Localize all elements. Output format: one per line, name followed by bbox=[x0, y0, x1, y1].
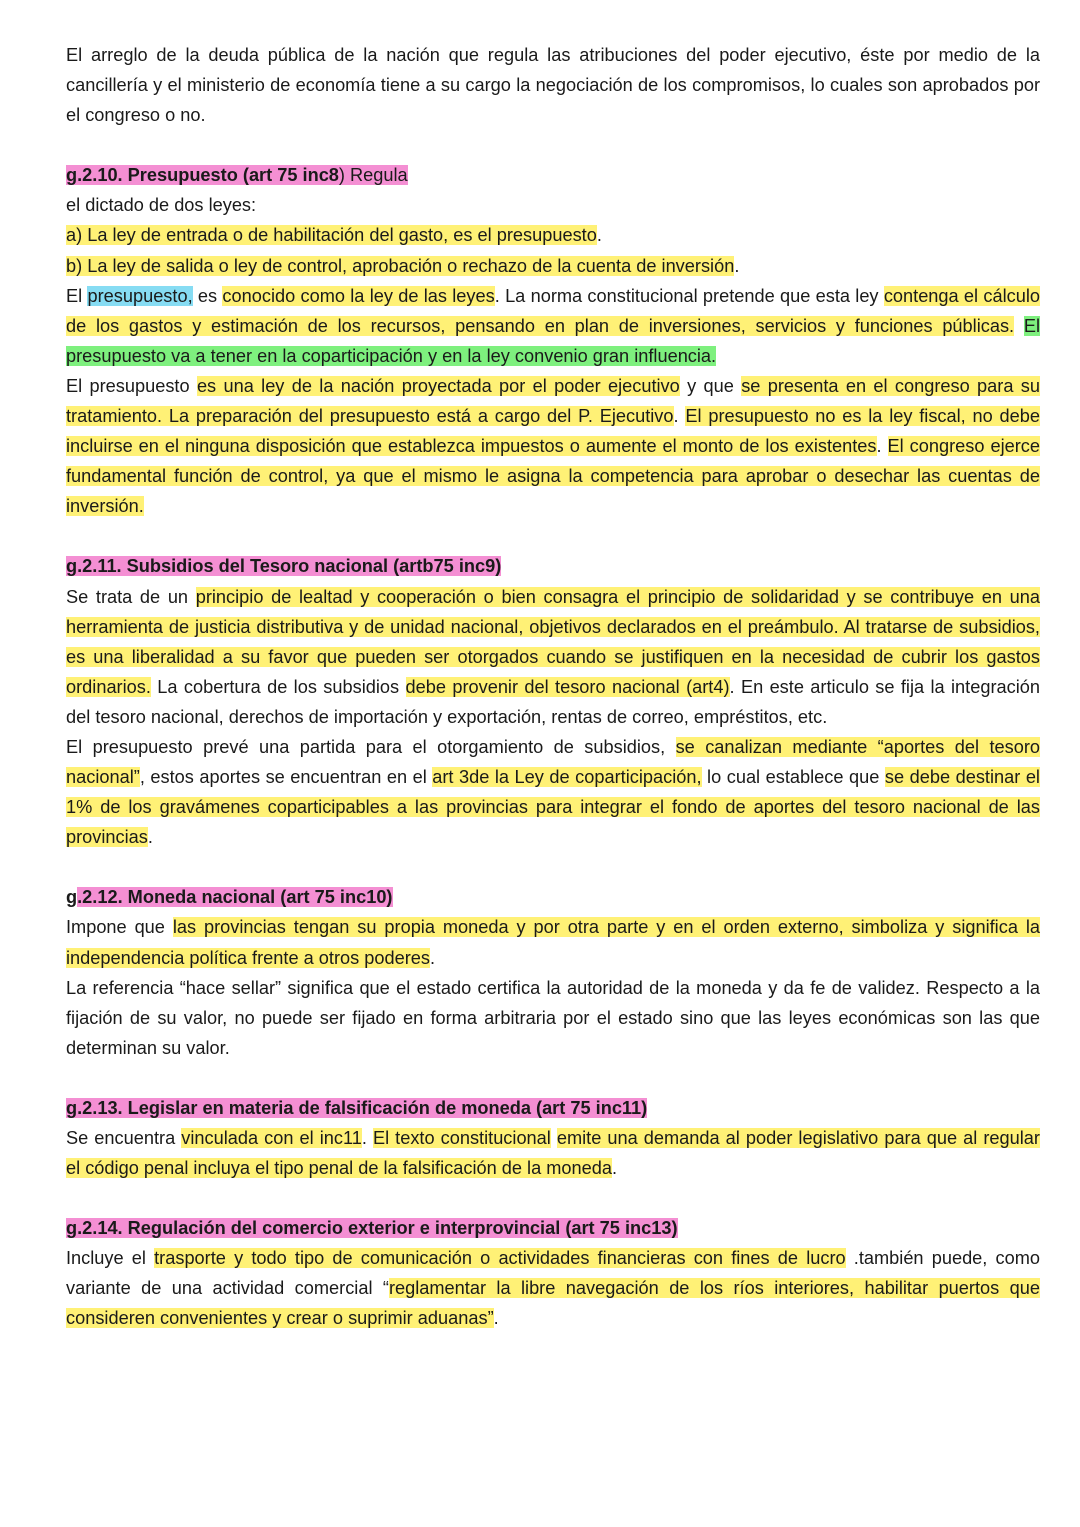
paragraph-2-13-body: Se encuentra vinculada con el inc11. El texto constitucional emite una demanda al poder legislativo para que al regular el código penal incluya el tipo penal de la falsificación de la moneda. bbox=[66, 1128, 1040, 1179]
list-item-a: a) La ley de entrada o de habilitación del gasto, es el presupuesto. bbox=[66, 225, 602, 246]
paragraph-2-10-intro: el dictado de dos leyes: bbox=[66, 195, 257, 216]
document-page bbox=[66, 40, 1040, 1334]
section-gap bbox=[66, 521, 1040, 551]
intro-paragraph bbox=[66, 40, 1040, 130]
paragraph-2-10-body-2: El presupuesto es una ley de la nación proyectada por el poder ejecutivo y que se presenta en el congreso para su tratamiento. La preparación del presupuesto está a cargo del P. Ejecutivo. El presupuesto no es la ley fiscal, no debe incluirse en el ninguna disposición que establezca impuestos o aumente el monto de los existentes. El congreso ejerce fundamental función de control, ya que el mismo le asigna la competencia para aprobar o desechar las cuentas de inversión. bbox=[66, 375, 1041, 517]
section-heading-2-14: g.2.14. Regulación del comercio exterior e interprovincial (art 75 inc13) bbox=[66, 1218, 678, 1239]
section-gap bbox=[66, 852, 1040, 882]
list-item-b: b) La ley de salida o ley de control, aprobación o rechazo de la cuenta de inversión. bbox=[66, 255, 740, 276]
section-gap bbox=[66, 1183, 1040, 1213]
heading-2-10-tail: ) Regula bbox=[338, 165, 408, 186]
section-heading-2-11: g.2.11. Subsidios del Tesoro nacional (artb75 inc9) bbox=[66, 556, 502, 577]
heading-2-10-title: g.2.10. Presupuesto (art 75 inc8 bbox=[66, 165, 339, 186]
paragraph-2-14-body: Incluye el trasporte y todo tipo de comunicación o actividades financieras con fines de lucro .también puede, como variante de una actividad comercial “reglamentar la libre navegación de los ríos interiores, habilitar puertos que consideren convenientes y crear o suprimir aduanas”. bbox=[66, 1248, 1040, 1329]
section-heading-2-13: g.2.13. Legislar en materia de falsificación de moneda (art 75 inc11) bbox=[66, 1097, 648, 1118]
section-heading-2-10 bbox=[66, 160, 1040, 190]
paragraph-2-12-body-2: La referencia “hace sellar” significa que el estado certifica la autoridad de la moneda y da fe de validez. Respecto a la fijación de su valor, no puede ser fijado en forma arbitraria por el estado sino que las leyes económicas son las que determinan su valor. bbox=[66, 977, 1040, 1058]
paragraph-2-11-body-1: Se trata de un principio de lealtad y cooperación o bien consagra el principio de solidaridad y se contribuye en una herramienta de justicia distributiva y de unidad nacional, objetivos declarados en el preámbulo. Al tratarse de subsidios, es una liberalidad a su favor que pueden ser otorgados cuando se justifiquen en la necesidad de cubrir los gastos ordinarios. La cobertura de los subsidios debe provenir del tesoro nacional (art4). En este articulo se fija la integración del tesoro nacional, derechos de importación y exportación, rentas de correo, empréstitos, etc. bbox=[66, 586, 1041, 727]
section-gap bbox=[66, 130, 1040, 160]
section-gap bbox=[66, 1063, 1040, 1093]
paragraph-2-11-body-2: El presupuesto prevé una partida para el otorgamiento de subsidios, se canalizan mediante “aportes del tesoro nacional”, estos aportes se encuentran en el art 3de la Ley de coparticipación, lo cual establece que se debe destinar el 1% de los gravámenes coparticipables a las provincias para integrar el fondo de aportes del tesoro nacional de las provincias. bbox=[66, 736, 1040, 848]
paragraph-2-12-body-1: Impone que las provincias tengan su propia moneda y por otra parte y en el orden externo, simboliza y significa la independencia política frente a otros poderes. bbox=[66, 917, 1040, 968]
section-heading-2-12: g.2.12. Moneda nacional (art 75 inc10) bbox=[66, 887, 393, 908]
intro-text: El arreglo de la deuda pública de la nación que regula las atribuciones del poder ejecutivo, éste por medio de la cancillería y el ministerio de economía tiene a su cargo la negociación de los compromisos, lo cuales son aprobados por el congreso o no. bbox=[66, 45, 1040, 126]
paragraph-2-10-body-1: El presupuesto, es conocido como la ley de las leyes. La norma constitucional pretende que esta ley contenga el cálculo de los gastos y estimación de los recursos, pensando en plan de inversiones, servicios y funciones públicas. El presupuesto va a tener en la coparticipación y en la ley convenio gran influencia. bbox=[66, 285, 1040, 366]
